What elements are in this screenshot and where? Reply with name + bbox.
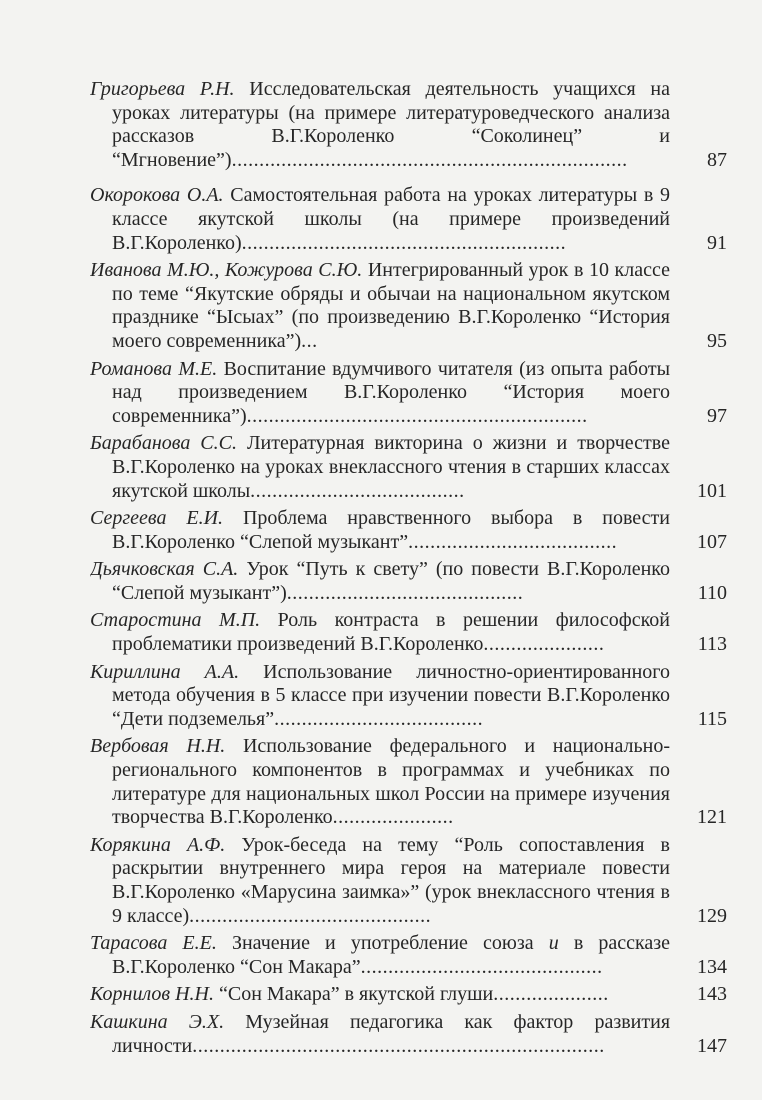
- page-number: 91: [707, 231, 727, 254]
- entry-title: Урок-беседа на тему “Роль сопоставления в раскрытии внутреннего мира героя на материале повести В.Г.Короленко «Марусина заимка»” (урок внеклассного чтения в 9 классе): [112, 833, 670, 927]
- leader-dots: ..............................................................: [246, 404, 588, 427]
- entry-text: [90, 932, 670, 979]
- toc-entry: [90, 358, 727, 429]
- page-number: 143: [697, 983, 727, 1006]
- entry-text: [90, 983, 670, 1007]
- entry-author: Окорокова О.А.: [90, 184, 224, 207]
- entry-text: [90, 834, 670, 928]
- entry-author: Барабанова С.С.: [90, 432, 237, 455]
- entry-author: Кашкина Э.Х.: [90, 1010, 225, 1033]
- entry-title: Использование личностно-ориентированного метода обучения в 5 классе при изучении повести В.Г.Короленко “Дети подземелья”: [112, 660, 670, 730]
- entry-text: [90, 432, 670, 503]
- toc-entry: [90, 983, 727, 1007]
- entry-author: Старостина М.П.: [90, 609, 261, 632]
- entry-author: Корякина А.Ф.: [90, 833, 226, 856]
- entry-text: [90, 609, 670, 656]
- page-number: 115: [697, 707, 727, 730]
- leader-dots: ............................................: [189, 904, 432, 927]
- toc-entry: [90, 661, 727, 732]
- entry-title: Роль контраста в решении философской проблематики произведений В.Г.Короленко: [112, 609, 670, 656]
- page-number: 129: [697, 904, 727, 927]
- toc-entry: [90, 735, 727, 829]
- page-number: 101: [697, 479, 727, 502]
- entry-title: Урок “Путь к свету” (по повести В.Г.Короленко “Слепой музыкант”): [112, 558, 670, 604]
- entry-title: Исследовательская деятельность учащихся на уроках литературы (на примере литературоведческого анализа рассказов В.Г.Короленко “Соколинец” и “Мгновение”): [112, 78, 670, 171]
- entry-author: Корнилов Н.Н.: [90, 983, 214, 1006]
- page-number: 134: [697, 955, 727, 978]
- leader-dots: ......................................: [408, 530, 618, 553]
- page-number: 110: [697, 581, 727, 604]
- toc-entry: [90, 609, 727, 656]
- toc-entry: [90, 834, 727, 928]
- leader-dots: .......................................: [250, 479, 465, 502]
- entry-author: Иванова М.Ю., Кожурова С.Ю.: [90, 259, 363, 282]
- leader-dots: ......................................: [274, 707, 484, 730]
- page-number: 147: [697, 1034, 727, 1057]
- entry-title: “Сон Макара” в якутской глуши: [218, 983, 494, 1006]
- entry-text: [90, 558, 670, 605]
- entry-author: Сергеева Е.И.: [90, 507, 224, 530]
- entry-title-italic: и: [548, 932, 559, 955]
- entry-title: Проблема нравственного выбора в повести В.Г.Короленко “Слепой музыкант”: [112, 507, 670, 553]
- entry-text: [90, 661, 670, 732]
- page-number: 107: [697, 530, 727, 553]
- entry-author: Вербовая Н.Н.: [90, 735, 226, 758]
- entry-author: Тарасова Е.Е.: [90, 932, 217, 955]
- toc-entry: [90, 1011, 727, 1058]
- leader-dots: ......................: [483, 633, 605, 656]
- entry-text: [90, 358, 670, 429]
- leader-dots: ...........................................................................: [192, 1034, 605, 1057]
- toc-entry: [90, 78, 727, 172]
- entry-text: [90, 507, 670, 554]
- leader-dots: ...........................................: [286, 581, 524, 604]
- table-of-contents: [90, 78, 727, 1062]
- entry-text: [90, 735, 670, 829]
- toc-entry: [90, 507, 727, 554]
- entry-title: Литературная викторина о жизни и творчестве В.Г.Короленко на уроках внеклассного чтения в старших классах якутской школы: [112, 432, 670, 502]
- entry-title: Интегрированный урок в 10 классе по теме “Якутские обряды и обычаи на национальном якутском празднике “Ысыах” (по произведению В.Г.Короленко “История моего современника”): [112, 259, 670, 352]
- entry-title: Музейная педагогика как фактор развития личности: [112, 1010, 670, 1057]
- entry-title: Использование федерального и национально-регионального компонентов в программах и учебниках по литературе для национальных школ России на примере изучения творчества В.Г.Короленко: [112, 735, 670, 829]
- page-number: 121: [697, 806, 727, 829]
- leader-dots: .....................: [493, 983, 609, 1006]
- entry-text: [90, 184, 670, 255]
- entry-author: Дьячковская С.А.: [90, 558, 239, 581]
- toc-entry: [90, 932, 727, 979]
- entry-title-after: в рассказе В.Г.Короленко “Сон Макара”: [112, 932, 670, 978]
- toc-entry: [90, 184, 727, 255]
- page-number: 97: [707, 404, 727, 427]
- leader-dots: ...: [301, 329, 318, 352]
- entry-title: Воспитание вдумчивого читателя (из опыта работы над произведением В.Г.Короленко “История моего современника”): [112, 357, 670, 427]
- toc-entry: [90, 432, 727, 503]
- entry-text: [90, 1011, 670, 1058]
- entry-author: Григорьева Р.Н.: [90, 78, 235, 100]
- entry-text: [90, 78, 670, 172]
- entry-text: [90, 259, 670, 353]
- toc-entry: [90, 259, 727, 353]
- leader-dots: ...........................................................: [241, 231, 567, 254]
- page-number: 87: [707, 148, 727, 171]
- entry-title: Самостоятельная работа на уроках литературы в 9 классе якутской школы (на примере произведений В.Г.Короленко): [112, 184, 670, 254]
- leader-dots: ............................................: [360, 955, 603, 978]
- entry-author: Кириллина А.А.: [90, 660, 240, 683]
- leader-dots: ........................................................................: [231, 148, 628, 171]
- page-number: 95: [707, 329, 727, 352]
- entry-title-before: Значение и употребление союза: [231, 932, 534, 955]
- leader-dots: ......................: [332, 806, 454, 829]
- toc-entry: [90, 558, 727, 605]
- page-number: 113: [697, 633, 727, 656]
- entry-author: Романова М.Е.: [90, 357, 218, 380]
